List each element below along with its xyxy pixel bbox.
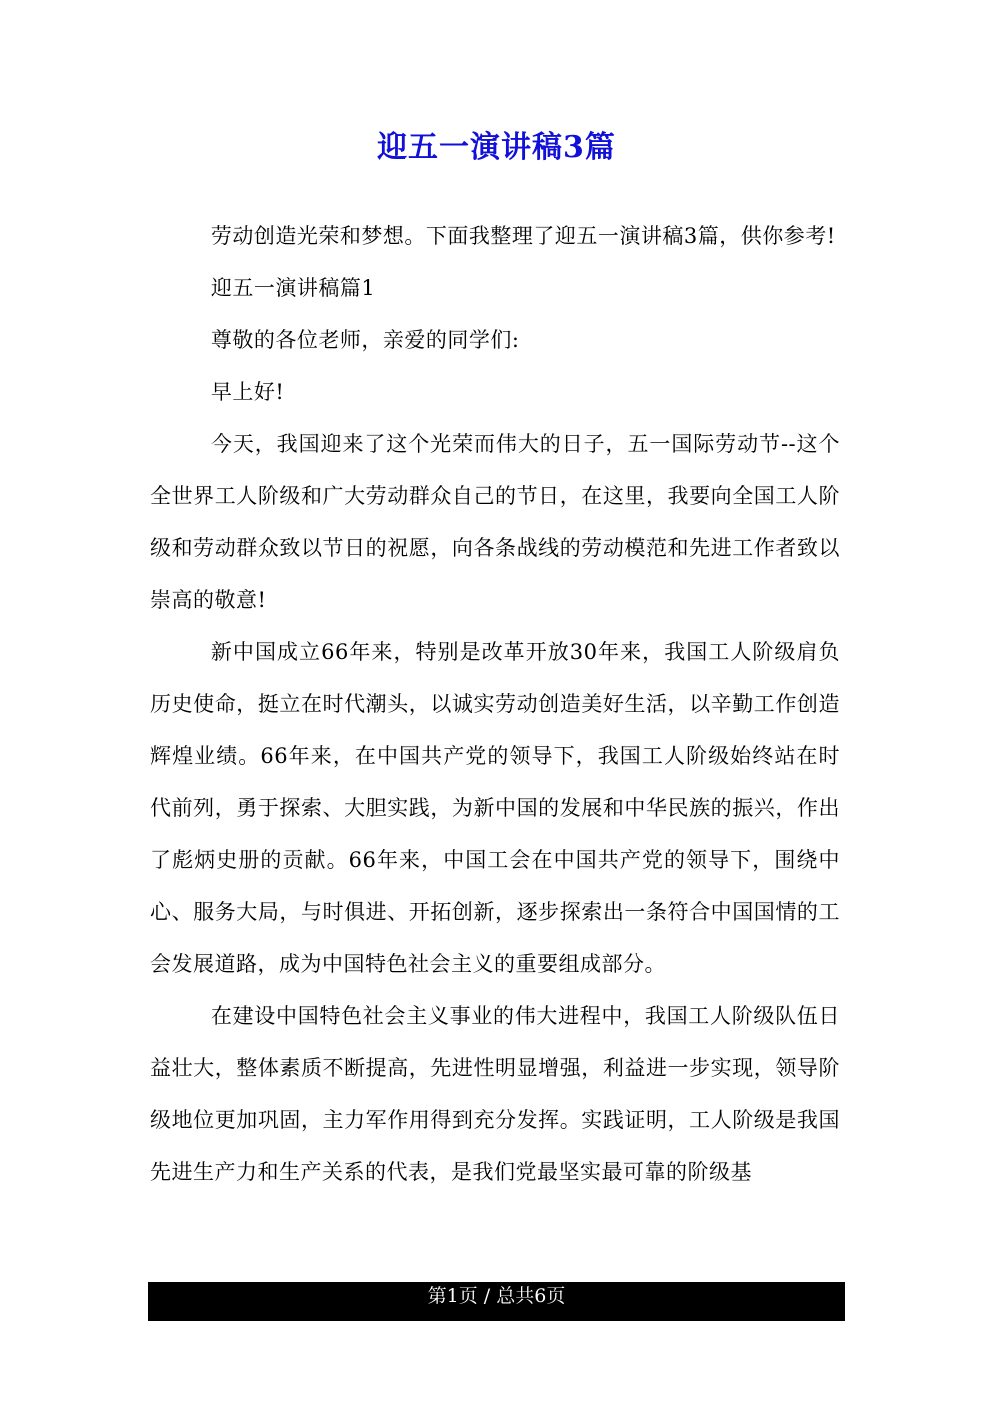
section-heading: 迎五一演讲稿篇1 [210,276,376,300]
page-footer [148,1282,845,1321]
intro-paragraph: 劳动创造光荣和梦想。下面我整理了迎五一演讲稿3篇，供你参考! [210,224,836,248]
body-paragraph-1: 今天，我国迎来了这个光荣而伟大的日子，五一国际劳动节--这个全世界工人阶级和广大劳动群众自己的节日，在这里，我要向全国工人阶级和劳动群众致以节日的祝愿，向各条战线的劳动模范和先进工作者致以崇高的敬意! [150,432,840,612]
salutation-paragraph: 尊敬的各位老师，亲爱的同学们: [210,328,520,352]
body-paragraph-3: 在建设中国特色社会主义事业的伟大进程中，我国工人阶级队伍日益壮大，整体素质不断提高，先进性明显增强，利益进一步实现，领导阶级地位更加巩固，主力军作用得到充分发挥。实践证明，工人阶级是我国先进生产力和生产关系的代表，是我们党最坚实最可靠的阶级基 [150,1004,840,1184]
page-indicator: 第1页 / 总共6页 [427,1285,566,1307]
document-title: 迎五一演讲稿3篇 [377,130,616,165]
document-body [150,210,840,1198]
body-paragraph-2: 新中国成立66年来，特别是改革开放30年来，我国工人阶级肩负历史使命，挺立在时代潮头，以诚实劳动创造美好生活，以辛勤工作创造辉煌业绩。66年来，在中国共产党的领导下，我国工人阶级始终站在时代前列，勇于探索、大胆实践，为新中国的发展和中华民族的振兴，作出了彪炳史册的贡献。66年来，中国工会在中国共产党的领导下，围绕中心、服务大局，与时俱进、开拓创新，逐步探索出一条符合中国国情的工会发展道路，成为中国特色社会主义的重要组成部分。 [150,640,840,976]
greeting-paragraph: 早上好! [210,380,285,404]
